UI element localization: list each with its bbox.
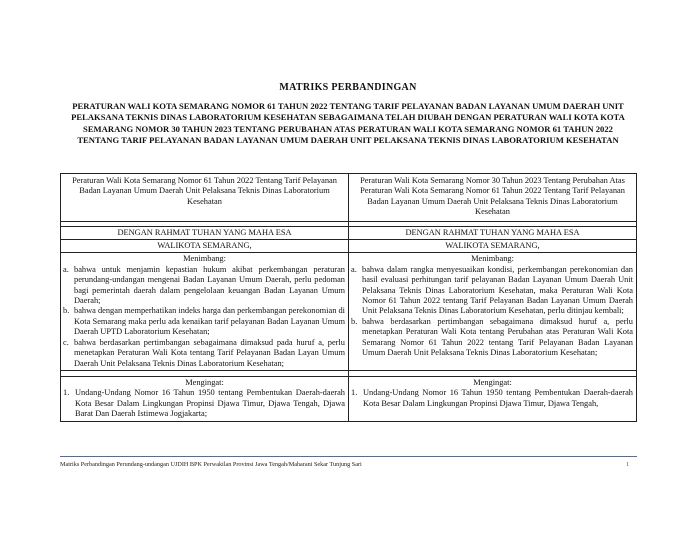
left-menimbang-cell [61,253,349,370]
left-mengingat-cell [61,376,349,421]
rahmat-row [61,226,637,239]
right-rahmat: DENGAN RAHMAT TUHAN YANG MAHA ESA [349,226,637,239]
list-marker: a. [63,264,69,274]
right-menimbang-cell [349,253,637,370]
list-marker: b. [63,306,70,316]
mengingat-row [61,376,637,421]
left-mengingat-label: Mengingat: [185,377,224,387]
list-item [64,338,345,369]
list-item [64,388,345,419]
list-text: bahwa dalam rangka menyesuaikan kondisi, perkembangan perekonomian dan hasil evaluasi perhitungan tarif pelayanan Badan Layanan Umum Daerah Unit Pelaksana Teknis Dinas Laboratorium Kesehatan, maka Peraturan Wali Kota Nomor 61 Tahun 2022 tentang Tarif Pelayanan Badan Layanan Umum Daerah Unit Pelaksana Teknis Dinas Laboratorium Kesehatan, perlu ditinjau kembali; [362,264,633,316]
list-text: bahwa berdasarkan pertimbangan sebagaimana dimaksud huruf a, perlu menetapkan Peraturan Wali Kota tentang Perubahan atas Peraturan Wali Kota Semarang Nomor 61 Tahun 2022 tentang Tarif Pelayanan Badan Layanan Umum Daerah Unit Pelaksana Teknis Dinas Laboratorium Kesehatan; [362,316,633,358]
left-menimbang-list [64,265,345,369]
right-header-cell: Peraturan Wali Kota Semarang Nomor 30 Tahun 2023 Tentang Perubahan Atas Peraturan Wali Kota Semarang Nomor 61 Tahun 2022 Tentang Tarif Pelayanan Badan Layanan Umum Daerah Unit Pelaksana Teknis Dinas Laboratorium Kesehatan [349,174,637,222]
list-text: Undang-Undang Nomor 16 Tahun 1950 tentang Pembentukan Daerah-daerah Kota Besar Dalam Lingkungan Propinsi Djawa Timur, Djawa Tengah, [363,388,633,408]
list-item [64,265,345,307]
document-subtitle: PERATURAN WALI KOTA SEMARANG NOMOR 61 TAHUN 2022 TENTANG TARIF PELAYANAN BADAN LAYANAN UMUM DAERAH UNIT PELAKSANA TEKNIS DINAS LABORATORIUM KESEHATAN SEBAGAIMANA TELAH DIUBAH DENGAN PERATURAN WALI KOTA KOTA SEMARANG NOMOR 30 TAHUN 2023 TENTANG PERUBAHAN ATAS PERATURAN WALI KOTA SEMARANG NOMOR 61 TAHUN 2022 TENTANG TARIF PELAYANAN BADAN LAYANAN UMUM DAERAH UNIT PELAKSANA TEKNIS DINAS LABORATORIUM KESEHATAN [71,101,625,146]
right-walikota: WALIKOTA SEMARANG, [349,240,637,253]
right-mengingat-label: Mengingat: [473,377,512,387]
page-number: 1 [626,461,630,468]
menimbang-row [61,253,637,370]
footer-text: Matriks Perbandingan Perundang-undangan UJDIH BPK Perwakilan Provinsi Jawa Tengah/Maharani Sekar Tunjung Sari [60,461,362,468]
right-menimbang-list [352,265,633,359]
list-item [64,306,345,337]
right-mengingat-list [352,388,633,409]
left-mengingat-list [64,388,345,419]
document-title: MATRIKS PERBANDINGAN [279,82,417,93]
list-text: bahwa berdasarkan pertimbangan sebagaimana dimaksud pada huruf a, perlu menetapkan Peraturan Wali Kota tentang Tarif Pelayanan Badan Layan Umum Daerah Unit Pelaksana Teknis Dinas Laboratorium Kesehatan; [74,337,345,368]
list-text: bahwa dengan memperhatikan indeks harga dan perkembangan perekonomian di Kota Semarang maka perlu ada kenaikan tarif pelayanan Badan Layanan Umum Daerah UPTD Laboratorium Kesehatan; [74,306,346,337]
list-marker: 1. [63,388,70,398]
comparison-table [60,173,637,422]
list-marker: 1. [351,388,358,398]
list-item [352,388,633,409]
footer-divider [60,456,637,457]
left-walikota: WALIKOTA SEMARANG, [61,240,349,253]
list-marker: a. [351,264,357,274]
right-menimbang-label: Menimbang: [471,254,514,264]
list-text: Undang-Undang Nomor 16 Tahun 1950 tentang Pembentukan Daerah-daerah Kota Besar Dalam Lingkungan Propinsi Djawa Timur, Djawa Tengah, Djawa Barat Dan Daerah Istimewa Jogjakarta; [75,388,345,419]
list-marker: b. [351,316,358,326]
left-menimbang-label: Menimbang: [183,254,226,264]
header-row [61,174,637,222]
list-item [352,265,633,317]
list-text: bahwa untuk menjamin kepastian hukum akibat perkembangan peraturan perundang-undangan mengenai Badan Layanan Umum Daerah, perlu pedoman bagi pemerintah daerah dalam pengelolaan keuangan Badan Layanan Umum Daerah; [74,264,345,306]
left-rahmat: DENGAN RAHMAT TUHAN YANG MAHA ESA [61,226,349,239]
right-mengingat-cell [349,376,637,421]
walikota-row [61,240,637,253]
list-marker: c. [63,337,69,347]
left-header-cell: Peraturan Wali Kota Semarang Nomor 61 Tahun 2022 Tentang Tarif Pelayanan Badan Layanan Umum Daerah Unit Pelaksana Teknis Dinas Laboratorium Kesehatan [61,174,349,222]
list-item [352,317,633,359]
